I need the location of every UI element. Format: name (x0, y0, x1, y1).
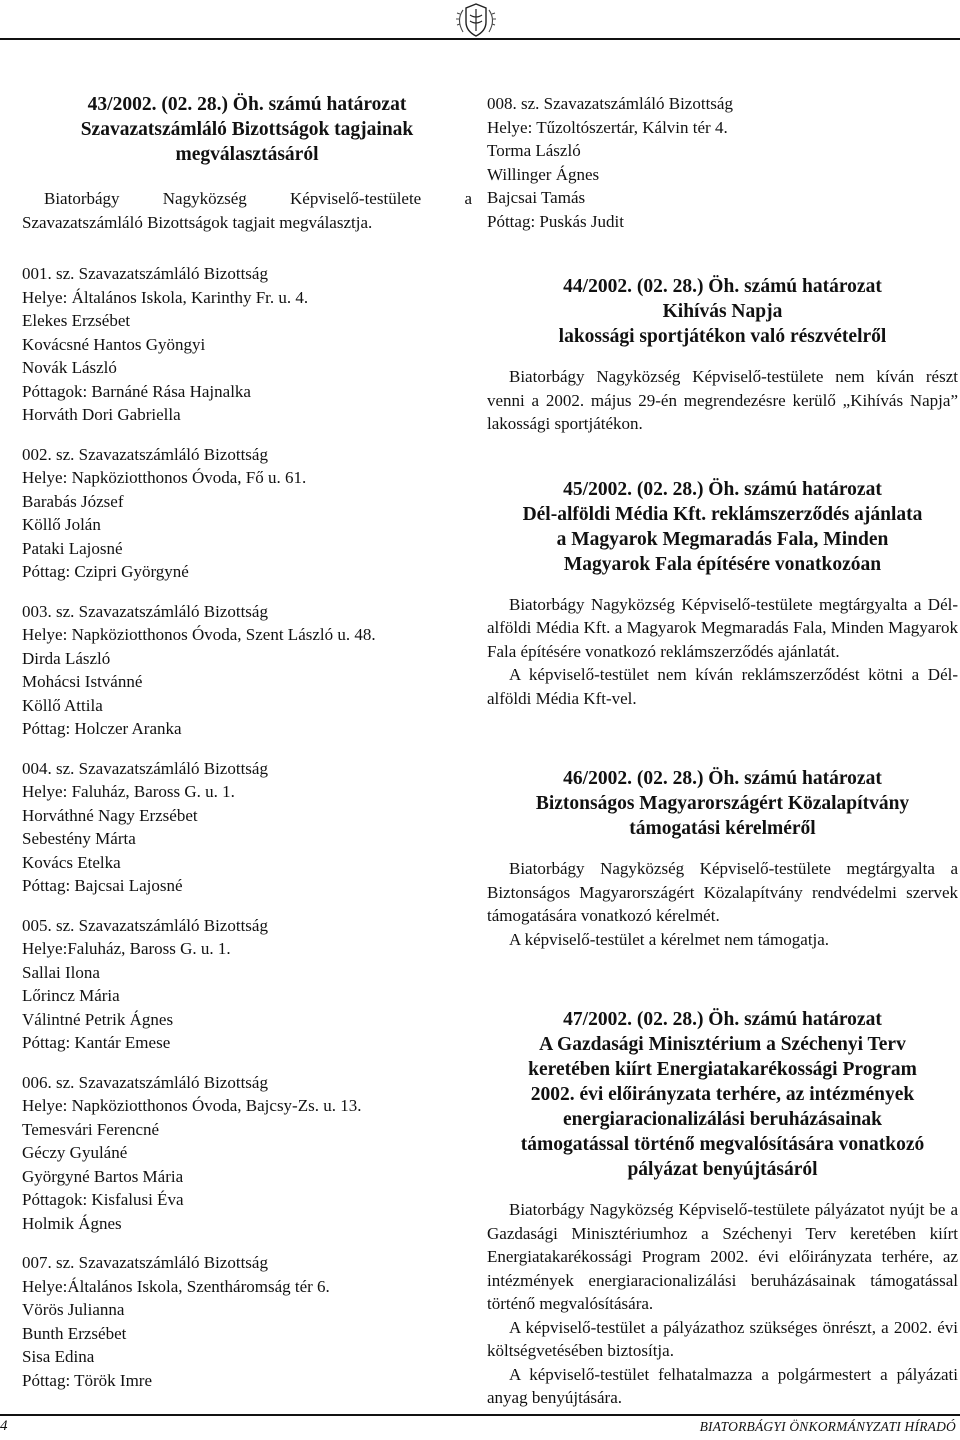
heading-line: lakossági sportjátékon való részvételről (558, 326, 887, 347)
resolution-heading (487, 1007, 958, 1182)
resolution-heading (487, 477, 958, 577)
committee-line: Köllő Jolán (22, 515, 101, 534)
committee-line: Horváthné Nagy Erzsébet (22, 805, 198, 825)
committee-line: Helye:Faluház, Baross G. u. 1. (22, 939, 231, 958)
committee-line: Györgyné Bartos Mária (22, 1166, 184, 1186)
resolution-paragraph: Biatorbágy Nagyközség Képviselő-testülete megtárgyalta a Biztonságos Magyarországért Közalapítvány rendvédelmi szervek támogatására vonatkozó kérelmét. (487, 859, 958, 925)
heading-line: támogatási kérelméről (629, 818, 816, 839)
committee-title: 001. sz. Szavazatszámláló Bizottság (22, 264, 268, 283)
committee-line: Póttag: Török Imre (22, 1370, 152, 1390)
committee-line: Sisa Edina (22, 1347, 95, 1366)
committee-line: Mohácsi Istvánné (22, 672, 143, 691)
resolution-45 (487, 477, 958, 711)
committee-line: Torma László (487, 141, 581, 160)
resolution-paragraph: Biatorbágy Nagyközség Képviselő-testülete megtárgyalta a Dél-alföldi Média Kft. a Magyarok Megmaradás Fala, Minden Magyarok Fala építésére vonatkozó reklámszerződés ajánlatát. (487, 594, 958, 661)
committee-line: Válintné Petrik Ágnes (22, 1009, 174, 1029)
committee-title: 006. sz. Szavazatszámláló Bizottság (22, 1072, 268, 1092)
committee-title: 002. sz. Szavazatszámláló Bizottság (22, 444, 268, 464)
heading-line: 44/2002. (02. 28.) Öh. számú határozat (563, 276, 882, 297)
committee-line: Novák László (22, 358, 117, 377)
committee-line: Helye:Általános Iskola, Szentháromság tér 6. (22, 1276, 330, 1296)
heading-line: támogatással történő megvalósítására vonatkozó (520, 1134, 925, 1155)
committee-line: Temesvári Ferencné (22, 1119, 160, 1139)
committee-block (22, 600, 472, 741)
committee-block (22, 262, 472, 427)
committee-line: Póttagok: Barnáné Rása Hajnalka (22, 381, 251, 401)
committee-line: Géczy Gyuláné (22, 1143, 128, 1162)
header-rule (0, 38, 960, 40)
heading-line: pályázat benyújtásáról (627, 1159, 818, 1180)
heading-line: Kihívás Napja (662, 301, 783, 322)
crest-emblem-icon (449, 2, 503, 38)
committee-line: Helye: Faluház, Baross G. u. 1. (22, 782, 235, 801)
committee-title: 004. sz. Szavazatszámláló Bizottság (22, 758, 268, 778)
heading-line: megválasztásáról (175, 144, 319, 165)
resolution-paragraph: Biatorbágy Nagyközség Képviselő-testülete pályázatot nyújt be a Gazdasági Minisztériumhoz a Széchenyi Terv keretében kiírt Energiatakarékossági Program 2002. évi előirányzata terhére, az intézmények energiaracionalizálási beruházásainak támogatással történő megvalósítására. (487, 1200, 958, 1313)
resolution-47 (487, 1007, 958, 1410)
heading-line: a Magyarok Megmaradás Fala, Minden (556, 528, 889, 550)
resolution-43-body: Biatorbágy Nagyközség Képviselő-testülete a Szavazatszámláló Bizottságok tagjait megválasztja. (22, 189, 472, 232)
committee-line: Helye: Napköziotthonos Óvoda, Bajcsy-Zs. u. 13. (22, 1096, 362, 1115)
committee-line: Elekes Erzsébet (22, 311, 131, 330)
committee-line: Helye: Tűzoltószertár, Kálvin tér 4. (487, 117, 728, 137)
committee-block (22, 757, 472, 898)
committee-line: Helye: Általános Iskola, Karinthy Fr. u. 4. (22, 287, 309, 307)
committee-line: Vörös Julianna (22, 1300, 125, 1319)
heading-line: 2002. évi előirányzata terhére, az intézmények (530, 1084, 915, 1105)
resolution-46 (487, 766, 958, 951)
committee-line: Willinger Ágnes (487, 164, 600, 184)
heading-line: Biztonságos Magyarországért Közalapítvány (535, 793, 910, 814)
committee-line: Póttag: Puskás Judit (487, 211, 624, 231)
committee-title: 008. sz. Szavazatszámláló Bizottság (487, 94, 733, 113)
heading-line: A Gazdasági Minisztérium a Széchenyi Terv (539, 1034, 906, 1055)
committee-line: Póttag: Holczer Aranka (22, 719, 182, 738)
heading-line: 46/2002. (02. 28.) Öh. számú határozat (563, 768, 882, 789)
committee-line: Póttag: Bajcsai Lajosné (22, 876, 183, 895)
committee-block (22, 1071, 472, 1236)
resolution-heading (487, 766, 958, 841)
committee-title: 005. sz. Szavazatszámláló Bizottság (22, 915, 268, 935)
page-number: 4 (0, 1418, 8, 1434)
heading-line: energiaracionalizálási beruházásainak (562, 1109, 883, 1130)
committee-line: Lőrincz Mária (22, 986, 120, 1005)
committee-line: Sallai Ilona (22, 962, 100, 982)
footer-rule (0, 1414, 960, 1416)
committee-line: Dirda László (22, 648, 111, 668)
committee-line: Póttag: Czipri Györgyné (22, 562, 189, 581)
committee-line: Kovács Etelka (22, 852, 121, 872)
resolution-43-heading (22, 92, 472, 167)
heading-line: Magyarok Fala építésére vonatkozóan (563, 553, 882, 575)
heading-line: 45/2002. (02. 28.) Öh. számú határozat (563, 478, 882, 500)
committee-title: 007. sz. Szavazatszámláló Bizottság (22, 1253, 268, 1272)
resolution-paragraph: A képviselő-testület nem kíván reklámszerződést kötni a Dél-alföldi Média Kft-vel. (487, 665, 958, 708)
committee-line: Helye: Napköziotthonos Óvoda, Szent László u. 48. (22, 625, 376, 644)
right-column (487, 92, 958, 1410)
heading-line: Szavazatszámláló Bizottságok tagjainak (80, 119, 414, 140)
committee-line: Köllő Attila (22, 695, 103, 715)
committee-line: Póttag: Kantár Emese (22, 1033, 171, 1052)
heading-line: keretében kiírt Energiatakarékossági Program (528, 1059, 917, 1080)
committee-line: Horváth Dori Gabriella (22, 405, 181, 424)
committee-line: Bunth Erzsébet (22, 1323, 127, 1343)
resolution-paragraph: Biatorbágy Nagyközség Képviselő-testülete nem kíván részt venni a 2002. május 29-én megrendezésre kerülő „Kihívás Napja” lakossági sportjátékon. (487, 367, 958, 433)
resolution-44 (487, 274, 958, 436)
resolution-paragraph: A képviselő-testület a kérelmet nem támogatja. (509, 929, 830, 949)
publication-title: BIATORBÁGYI ÖNKORMÁNYZATI HÍRADÓ (699, 1419, 956, 1434)
heading-line: Dél-alföldi Média Kft. reklámszerződés ajánlata (522, 503, 923, 525)
resolution-paragraph: A képviselő-testület a pályázathoz szükséges önrészt, a 2002. évi költségvetésében biztosítja. (487, 1317, 958, 1360)
committee-list (22, 262, 472, 1392)
committee-line: Kovácsné Hantos Gyöngyi (22, 334, 206, 354)
committee-block (22, 1251, 472, 1392)
committee-block (22, 443, 472, 584)
committee-line: Sebestény Márta (22, 829, 136, 848)
committee-line: Bajcsai Tamás (487, 188, 586, 207)
committee-block (22, 914, 472, 1055)
committee-title: 003. sz. Szavazatszámláló Bizottság (22, 601, 268, 621)
committee-line: Helye: Napköziotthonos Óvoda, Fő u. 61. (22, 468, 307, 487)
committee-line: Pataki Lajosné (22, 538, 123, 558)
committee-line: Holmik Ágnes (22, 1213, 122, 1233)
left-column (22, 92, 472, 1392)
committee-line: Barabás József (22, 491, 124, 511)
committee-line: Póttagok: Kisfalusi Éva (22, 1190, 184, 1209)
heading-line: 47/2002. (02. 28.) Öh. számú határozat (563, 1009, 882, 1030)
heading-line: 43/2002. (02. 28.) Öh. számú határozat (87, 94, 407, 115)
committee-008 (487, 92, 958, 233)
resolution-heading (487, 274, 958, 349)
resolution-paragraph: A képviselő-testület felhatalmazza a polgármestert a pályázati anyag benyújtására. (487, 1364, 958, 1407)
